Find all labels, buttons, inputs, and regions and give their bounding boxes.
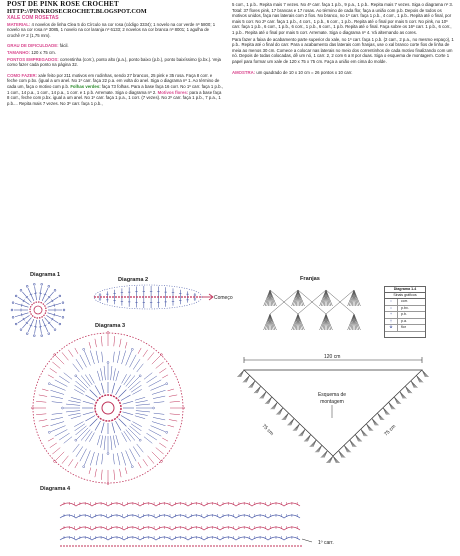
points-text: correntinha (corr.), ponto alto (p.a.), ponto baixo (p.b.), ponto baixíssimo (p.bx.). Veja como fazer cada ponto na página 32. — [7, 56, 221, 68]
legend-symbol: + — [385, 312, 398, 318]
legend-item — [385, 312, 425, 319]
legend-symbol: ✿ — [385, 325, 398, 331]
fringe-label: Franjas — [300, 276, 320, 282]
diagram-2-label: Diagrama 2 — [118, 277, 149, 283]
assembly-width-label: 120 cm — [324, 354, 341, 360]
flowers-text: para a base faça 8 corr., feche com p.bx. igual a um anel. No 1º carr. faça 1 p.a., 1 corr. (7 vezes). No 2º carr. faça 1 p.b., 7 p.a., 1 p.b.... Repita mais 7 vezes. No 3º carr. faça 1 p.b., — [7, 89, 222, 106]
legend-symbol: † — [385, 319, 398, 325]
legend-label: p.bx. — [401, 305, 409, 310]
gauge-text: um quadrado de 10 x 10 cm = 26 pontos x 10 carr. — [256, 69, 353, 75]
difficulty-paragraph — [7, 43, 223, 49]
size-label: TAMANHO: — [7, 49, 31, 55]
size-value: 120 x 75 cm. — [31, 49, 56, 55]
blog-url[interactable]: HTTP://PINKROSECROCHET.BLOGSPOT.COM — [7, 8, 147, 15]
assembly-diagram — [226, 352, 444, 472]
diagram-4-label: Diagrama 4 — [40, 486, 71, 492]
material-paragraph — [7, 22, 223, 39]
points-label: PONTOS EMPREGADOS: — [7, 56, 59, 62]
legend-subtitle: Sinais gráficos — [385, 293, 425, 299]
gauge-label: AMOSTRA: — [232, 69, 256, 75]
legend-label: p.a. — [401, 318, 407, 323]
legend-label: p.b. — [401, 312, 407, 317]
material-text: 4 novelos de linha Clea 5 do Círculo na cor rosa (código 3334); 1 novelo na cor verde nº 5800; 1 novelo na cor rosa nº 3085, 1 novelo na cor laranja nº 6133; 2 novelos na cor branca nº 8001; 1 agulha de crochê nº 2 (1,75 mm). — [7, 21, 216, 38]
legend-title: Diagrama 1-4 — [385, 287, 425, 293]
legend-symbol: • — [385, 306, 398, 312]
assembly-left-side-label: 75 cm — [260, 423, 275, 437]
diagram-3-label: Diagrama 3 — [95, 323, 126, 329]
diagram-2-start-label: Começo — [214, 295, 233, 301]
flowers-label: Motivos flores: — [157, 89, 189, 95]
legend-item — [385, 299, 425, 306]
diagram-4-first-row-label: 1º carr. — [318, 540, 334, 546]
left-text-column — [7, 0, 223, 107]
diagram-2 — [90, 283, 238, 311]
howto-label: COMO FAZER: — [7, 72, 38, 78]
legend-item — [385, 319, 425, 326]
size-paragraph — [7, 50, 223, 56]
leaves-label: Folhas verdes: — [70, 83, 101, 89]
howto-text: xale feito por 211 motivos em rodinhas, sendo 27 brancos, 25 pink e 35 rosa. Faça 8 corr. e feche com p.bx. (igual a um anel. No 1º carr. faça 22 p.a. em volta do anel. Siga o diagrama nº 1. Ao término de cada um, faça o motivo com p.b. — [7, 72, 220, 89]
right-text-column — [232, 2, 454, 76]
diagram-1-label: Diagrama 1 — [30, 272, 61, 278]
diagram-4 — [50, 494, 380, 554]
points-paragraph — [7, 57, 223, 68]
assembly-title-1: Esquema de — [317, 392, 347, 398]
material-label: MATERIAL: — [7, 21, 31, 27]
assembly-title-2: montagem — [320, 399, 344, 405]
assembly-right-side-label: 75 cm — [383, 423, 398, 438]
diagram-3 — [30, 330, 186, 486]
legend-label: corr. — [401, 299, 408, 303]
howto-paragraph — [7, 73, 223, 107]
post-title: POST DE PINK ROSE CROCHET — [7, 0, 119, 8]
gauge-paragraph — [232, 70, 454, 76]
leaves-text: faça 73 folhas. Para a base faça 16 corr. No 1º carr. faça 1 p.b., 1 corr., 14 p.a., 1 corr., 14 p.a., 1 corr. e 1 p.b. Arremate. Siga o diagrama nº 2. — [7, 83, 223, 95]
legend-label: flor — [401, 325, 406, 330]
right-paragraph-2: Para fazer a faixa de acabamento parte superior do xale, no 1º carr. faça 1 p.b. (2 carr., 2 p.a., no mesmo espaço), 1 p.b.. Repita até o final do carr. Para o acabamento das laterais com franjas, use o xal branco corte fios de linha de meia ao menos 30 cm. Comece a colocar nas laterais no meio dos correntinhos de cada motivo finalizando com um nó. Depois de todas colocadas, dê um nó, 1 carr. 2, 2 com 6 a 8 por duas. Siga o esquema de montagem. Corte 1 papel para formar um xale de 120 x 75 x 75 cm. Faça a união em cima do molde. — [232, 36, 454, 64]
pattern-name: XALE COM ROSETAS — [7, 15, 59, 21]
legend-items — [385, 299, 425, 332]
legend-item — [385, 306, 425, 313]
difficulty-value: fácil. — [59, 43, 69, 49]
right-paragraph-1: 5 corr., 1 p.b.. Repita mais 7 vezes. No 4º carr. faça 1 p.b., 9 p.a., 1 p.b.. Repita mais 7 vezes. Siga o diagrama nº 3. Total: 37 flores pink, 17 brancas e 17 rosas. Ao término de cada flor, faça a união com p.b. Depois de todos os motivos unidos, faça nas laterais com 2 fios. No branco, no 1º carr. faça 1 p.b., 4 corr., 1 p.b.. Repita até o final, por mais 5 corr. No 2º carr. faça 1 p.b., 4 corr., 1 p.b., 6 corr., 1 p.b.. Repita até o final por mais 5 corr. No pink, no 10º carr. faça 1 p.b., 6 corr., 1 p.b., 6 corr., 1 p.b., 6 corr., 1 p.b. Repita até o final. Faça sobre os 16º carr. 1 p.b., 6 corr., 1 p.b.. Repita até o final por mais 5 corr. Arremate. Siga o diagrama nº 4. Vá alternando as cores. — [232, 2, 453, 35]
legend-item — [385, 325, 425, 332]
legend-symbol: ○ — [385, 299, 398, 305]
fringe-diagram — [262, 284, 366, 338]
legend-box — [384, 286, 426, 338]
difficulty-label: GRAU DE DIFICULDADE: — [7, 43, 59, 49]
